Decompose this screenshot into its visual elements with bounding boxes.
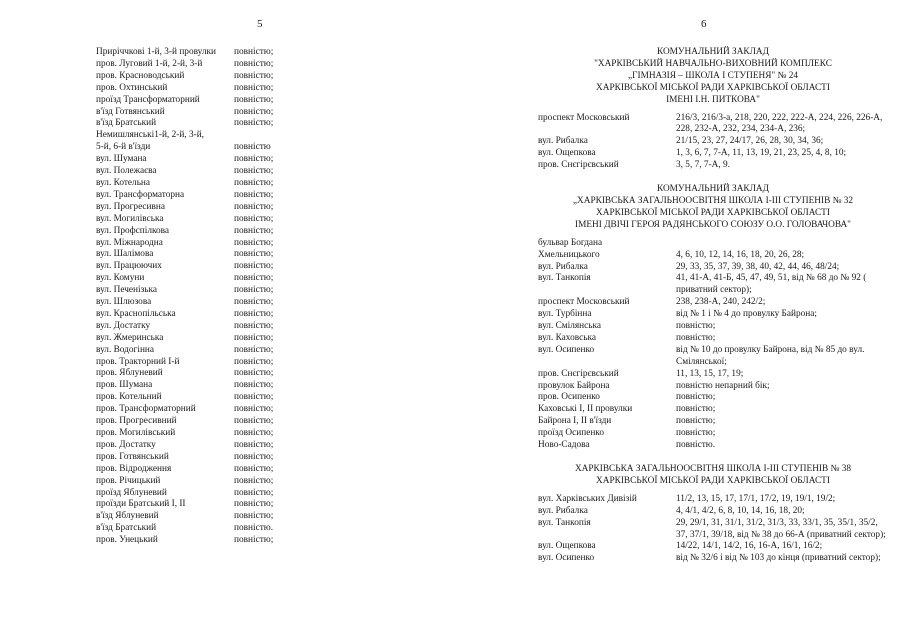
street-name: вул. Танкопія (538, 273, 591, 284)
street-row (96, 249, 326, 261)
street-row (96, 178, 326, 190)
street-name: в'їзд Братський (96, 118, 157, 129)
coverage: повністю; (234, 154, 274, 165)
street-row (96, 107, 326, 119)
school-section (538, 464, 888, 565)
house-numbers: 11/2, 13, 15, 17, 17/1, 17/2, 19, 19/1, 19/2; (676, 493, 836, 504)
street-name: Ново-Садова (538, 440, 590, 451)
right-page-number: 6 (701, 18, 707, 30)
street-name: вул. Жмеринська (96, 332, 164, 343)
right-column (538, 47, 888, 565)
coverage: повністю; (234, 106, 274, 117)
street-name: пров. Яблуневий (96, 368, 163, 379)
street-row (96, 142, 326, 154)
house-numbers: 14/22, 14/1, 14/2, 16, 16-А, 16/1, 16/2; (676, 541, 823, 552)
address-row (538, 136, 888, 148)
coverage: повністю; (234, 499, 274, 510)
street-row (96, 321, 326, 333)
street-row (96, 345, 326, 357)
street-row (96, 499, 326, 511)
school-section (538, 47, 888, 172)
street-name: Хмельницького (538, 249, 600, 260)
coverage: повністю; (234, 177, 274, 188)
street-row (96, 416, 326, 428)
address-row (538, 392, 888, 404)
street-row (96, 261, 326, 273)
address-row (538, 369, 888, 381)
address-table (538, 113, 888, 173)
house-numbers: 41, 41-А, 41-Б, 45, 47, 49, 51, від № 68 до № 92 ( приватний сектор); (676, 273, 867, 296)
school-title-line: ІМЕНІ І.Н. ПИТКОВА" (666, 94, 760, 105)
house-numbers: повністю; (676, 428, 716, 439)
coverage: повністю; (234, 297, 274, 308)
street-name: проїзд Трансформаторний (96, 94, 200, 105)
street-name: в'їзд Готвянський (96, 106, 165, 117)
street-name: проїзди Братський І, ІІ (96, 499, 186, 510)
coverage: повністю; (234, 249, 274, 260)
street-name: пров. Достатку (96, 439, 156, 450)
street-name: пров. Осипенко (538, 392, 600, 403)
street-row (96, 273, 326, 285)
address-row (538, 518, 888, 542)
street-name: вул. Шумана (96, 154, 147, 165)
coverage: повністю; (234, 273, 274, 284)
street-name: вул. Рибалка (538, 261, 588, 272)
coverage: повністю; (234, 439, 274, 450)
house-numbers: від № 32/6 і від № 103 до кінця (приватний сектор); (676, 553, 881, 564)
street-row (96, 297, 326, 309)
coverage: повністю; (234, 94, 274, 105)
left-street-table (96, 47, 326, 547)
street-name: Каховські І, ІІ провулки (538, 404, 633, 415)
address-row (538, 494, 888, 506)
coverage: повністю; (234, 332, 274, 343)
address-row (538, 553, 888, 565)
street-name: пров. Тракторний І-й (96, 356, 180, 367)
coverage: повністю; (234, 451, 274, 462)
house-numbers: 29, 33, 35, 37, 39, 38, 40, 42, 44, 46, 48/24; (676, 261, 840, 272)
house-numbers: 21/15, 23, 27, 24/17, 26, 28, 30, 34, 36; (676, 136, 824, 147)
address-row (538, 160, 888, 172)
house-numbers: 1, 3, 6, 7, 7-А, 11, 13, 19, 21, 23, 25, 4, 8, 10; (676, 148, 847, 159)
address-table (538, 494, 888, 565)
school-title-line: ХАРКІВСЬКОЇ МІСЬКОЇ РАДИ ХАРКІВСЬКОЇ ОБЛАСТІ (596, 82, 830, 93)
address-row (538, 262, 888, 274)
house-numbers: 11, 13, 15, 17, 19; (676, 368, 744, 379)
street-name: вул. Танкопія (538, 517, 591, 528)
school-title-line: ХАРКІВСЬКОЇ МІСЬКОЇ РАДИ ХАРКІВСЬКОЇ ОБЛАСТІ (596, 475, 830, 486)
street-row (96, 380, 326, 392)
address-row (538, 428, 888, 440)
coverage: повністю; (234, 166, 274, 177)
street-row (96, 95, 326, 107)
street-row (96, 71, 326, 83)
street-name: вул. Ощепкова (538, 148, 596, 159)
street-name: пров. Трансформаторний (96, 404, 196, 415)
school-title-line: ІМЕНІ ДВІЧІ ГЕРОЯ РАДЯНСЬКОГО СОЮЗУ О.О. ГОЛОВАЧОВА" (575, 219, 851, 230)
address-row (538, 506, 888, 518)
house-numbers: повністю; (676, 321, 716, 332)
street-name: вул. Шалімова (96, 249, 154, 260)
house-numbers: від № 10 до провулку Байрона, від № 85 до вул. Смілянської; (676, 344, 865, 367)
coverage: повністю; (234, 261, 274, 272)
school-title-line: "ХАРКІВСЬКИЙ НАВЧАЛЬНО-ВИХОВНИЙ КОМПЛЕКС (594, 58, 832, 69)
coverage: повністю; (234, 404, 274, 415)
coverage: повністю; (234, 475, 274, 486)
address-row (538, 416, 888, 428)
house-numbers: повністю; (676, 392, 716, 403)
coverage: повністю; (234, 308, 274, 319)
street-name: вул. Турбінна (538, 309, 592, 320)
address-row (538, 381, 888, 393)
address-row (538, 238, 888, 250)
school-title (538, 464, 888, 488)
street-row (96, 357, 326, 369)
coverage: повністю; (234, 535, 274, 546)
school-title (538, 47, 888, 107)
address-row (538, 113, 888, 137)
coverage: повністю; (234, 463, 274, 474)
school-title-line: ХАРКІВСЬКОЇ МІСЬКОЇ РАДИ ХАРКІВСЬКОЇ ОБЛАСТІ (596, 207, 830, 218)
street-row (96, 118, 326, 130)
coverage: повністю; (234, 487, 274, 498)
address-row (538, 273, 888, 297)
street-name: вул. Печенізька (96, 285, 157, 296)
address-row (538, 148, 888, 160)
street-row (96, 488, 326, 500)
street-name: пров. Снєгірєвський (538, 160, 619, 171)
school-title-line: КОМУНАЛЬНИЙ ЗАКЛАД (656, 184, 769, 195)
street-name: пров. Котельний (96, 392, 162, 403)
house-numbers: повністю непарний бік; (676, 380, 770, 391)
street-name: Приріччкові 1-й, 3-й провулки (96, 47, 217, 57)
street-row (96, 392, 326, 404)
street-name: вул. Працюючих (96, 261, 162, 272)
address-table (538, 238, 888, 452)
school-title-line: ХАРКІВСЬКА ЗАГАЛЬНООСВІТНЯ ШКОЛА І-ІІІ СТУПЕНІВ № 38 (574, 464, 852, 474)
street-name: вул. Ощепкова (538, 541, 596, 552)
street-name: вул. Рибалка (538, 505, 588, 516)
street-name: провулок Байрона (538, 380, 610, 391)
coverage (234, 130, 326, 142)
street-row (96, 226, 326, 238)
house-numbers: 238, 238-А, 240, 242/2; (676, 297, 766, 308)
house-numbers: 4, 4/1, 4/2, 6, 8, 10, 14, 16, 18, 20; (676, 505, 805, 516)
coverage: повністю; (234, 189, 274, 200)
school-title-line: „ГІМНАЗІЯ – ШКОЛА І СТУПЕНЯ" № 24 (627, 70, 799, 81)
street-row (96, 440, 326, 452)
street-row (96, 309, 326, 321)
street-name: проїзд Осипенко (538, 428, 604, 439)
school-title-line: КОМУНАЛЬНИЙ ЗАКЛАД (656, 47, 769, 57)
street-name: в'їзд Яблуневий (96, 511, 159, 522)
coverage: повністю; (234, 428, 274, 438)
street-row (96, 511, 326, 523)
street-name: вул. Водогінна (96, 344, 155, 355)
street-row (96, 333, 326, 345)
street-name: в'їзд Братський (96, 523, 157, 534)
street-name: вул. Міжнародна (96, 237, 163, 248)
street-name: вул. Краснопільська (96, 308, 176, 319)
house-numbers: 29, 29/1, 31, 31/1, 31/2, 31/3, 33, 33/1, 35, 35/1, 35/2, 37, 37/1, 39/18, від № 38 до 66-А (приватний сектор); (676, 517, 886, 540)
address-row (538, 404, 888, 416)
street-name: проспект Московський (538, 112, 630, 123)
street-name: вул. Рибалка (538, 136, 588, 147)
street-name: пров. Могилівський (96, 428, 176, 438)
street-name: вул. Трансформаторна (96, 189, 185, 200)
street-name: пров. Снєгірєвський (538, 368, 619, 379)
street-name: бульвар Богдана (538, 237, 603, 248)
coverage: повністю; (234, 392, 274, 403)
coverage: повністю; (234, 416, 274, 427)
street-name: проїзд Яблуневий (96, 487, 167, 498)
street-name: пров. Прогресивний (96, 416, 177, 427)
coverage: повністю; (234, 237, 274, 248)
coverage: повністю; (234, 82, 274, 93)
school-title (538, 184, 888, 232)
street-name: 5-й, 6-й в'їзди (96, 142, 151, 153)
address-row (538, 333, 888, 345)
street-name: пров. Річицький (96, 475, 161, 486)
street-name: Байрона І, ІІ в'їзди (538, 416, 612, 427)
street-row (96, 476, 326, 488)
street-name: вул. Каховська (538, 332, 596, 343)
left-page-number: 5 (257, 18, 263, 30)
street-row (96, 83, 326, 95)
street-name: вул. Котельна (96, 177, 151, 188)
street-name: пров. Унецький (96, 535, 158, 546)
street-name: пров. Шумана (96, 380, 153, 391)
street-name: вул. Осипенко (538, 553, 595, 564)
house-numbers: 3, 5, 7, 7-А, 9. (676, 160, 730, 171)
street-name: пров. Відродження (96, 463, 172, 474)
coverage: повністю (234, 142, 271, 153)
coverage: повністю; (234, 225, 274, 236)
coverage: повністю; (234, 70, 274, 81)
street-row (96, 166, 326, 178)
address-row (538, 297, 888, 309)
coverage: повністю; (234, 47, 274, 57)
street-name: вул. Прогресивна (96, 201, 166, 212)
street-row (96, 154, 326, 166)
street-row (96, 47, 326, 59)
street-name: проспект Московський (538, 297, 630, 308)
street-row (96, 190, 326, 202)
coverage: повністю; (234, 380, 274, 391)
house-numbers: 4, 6, 10, 12, 14, 16, 18, 20, 26, 28; (676, 249, 805, 260)
coverage: повністю. (234, 523, 274, 534)
house-numbers: від № 1 і № 4 до провулку Байрона; (676, 309, 817, 320)
address-row (538, 309, 888, 321)
coverage: повністю; (234, 58, 274, 69)
coverage: повністю; (234, 201, 274, 212)
coverage: повністю; (234, 344, 274, 355)
street-row (96, 368, 326, 380)
street-row (96, 428, 326, 440)
house-numbers: 216/3, 216/3-а, 218, 220, 222, 222-А, 224, 226, 226-А, 228, 232-А, 232, 234, 234-А, 236; (676, 112, 883, 135)
street-name: вул. Полежаєва (96, 166, 157, 177)
street-row (96, 202, 326, 214)
house-numbers: повністю. (676, 440, 716, 451)
street-row (96, 464, 326, 476)
street-name: вул. Осипенко (538, 344, 595, 355)
address-row (538, 440, 888, 452)
street-row (96, 535, 326, 547)
address-row (538, 345, 888, 369)
street-name: вул. Достатку (96, 320, 151, 331)
coverage: повністю; (234, 511, 274, 522)
street-name: пров. Охтинський (96, 82, 168, 93)
coverage: повністю; (234, 368, 274, 379)
street-name: Немишлянські1-й, 2-й, 3-й, (96, 130, 204, 141)
street-row (96, 214, 326, 226)
street-name: пров. Готвянський (96, 451, 169, 462)
coverage: повністю; (234, 320, 274, 331)
street-row (96, 59, 326, 71)
street-row (96, 285, 326, 297)
street-name: вул. Шлюзова (96, 297, 152, 308)
street-name: вул. Харківських Дивізій (538, 493, 637, 504)
street-row (96, 404, 326, 416)
coverage: повністю; (234, 118, 274, 129)
coverage: повністю; (234, 213, 274, 224)
house-numbers: повністю; (676, 416, 716, 427)
street-name: пров. Красноводський (96, 70, 185, 81)
street-name: вул. Смілянська (538, 321, 602, 332)
street-row (96, 130, 326, 142)
school-title-line: „ХАРКІВСЬКА ЗАГАЛЬНООСВІТНЯ ШКОЛА І-ІІІ СТУПЕНІВ № 32 (572, 195, 854, 206)
street-row (96, 523, 326, 535)
coverage: повністю; (234, 285, 274, 296)
street-name: вул. Могилівська (96, 213, 164, 224)
address-row (538, 321, 888, 333)
street-row (96, 452, 326, 464)
street-name: пров. Луговий 1-й, 2-й, 3-й (96, 58, 203, 69)
address-row (538, 250, 888, 262)
house-numbers (676, 238, 888, 250)
house-numbers: повністю; (676, 332, 716, 343)
street-name: вул. Профспілкова (96, 225, 170, 236)
street-row (96, 238, 326, 250)
street-name: вул. Комуни (96, 273, 145, 284)
school-section (538, 184, 888, 452)
house-numbers: повністю; (676, 404, 716, 415)
coverage: повністю; (234, 356, 274, 367)
address-row (538, 541, 888, 553)
